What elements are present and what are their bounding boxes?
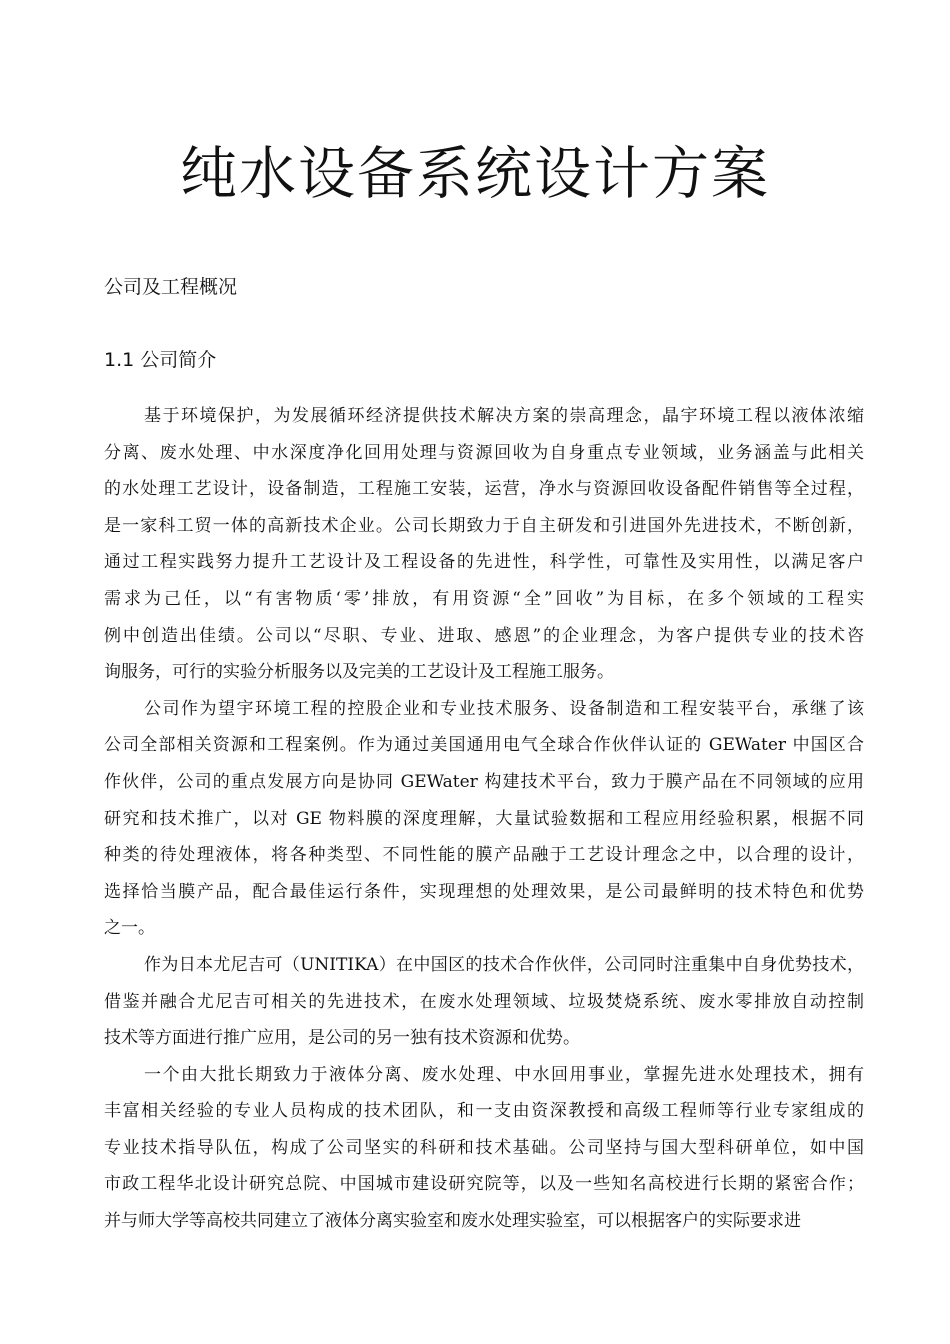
paragraph-line: 丰富相关经验的专业人员构成的技术团队，和一支由资深教授和高级工程师等行业专家组成的: [104, 1101, 864, 1122]
paragraph-line: 通过工程实践努力提升工艺设计及工程设备的先进性，科学性，可靠性及实用性，以满足客户: [104, 552, 864, 573]
paragraph-line: 公司全部相关资源和工程案例。作为通过美国通用电气全球合作伙伴认证的 GEWater 中国区合: [104, 735, 864, 756]
paragraph-line: 之一。: [104, 918, 155, 939]
paragraph: [104, 947, 864, 1057]
paragraph-line: 作为日本尤尼吉可（UNITIKA）在中国区的技术合作伙伴，公司同时注重集中自身优势技术，: [144, 954, 864, 975]
paragraph-line: 基于环境保护，为发展循环经济提供技术解决方案的崇高理念，晶宇环境工程以液体浓缩: [144, 406, 864, 426]
body-text: [104, 398, 864, 1240]
paragraph-line: 研究和技术推广，以对 GE 物料膜的深度理解，大量试验数据和工程应用经验积累，根据不同: [104, 808, 864, 829]
paragraph-line: 专业技术指导队伍，构成了公司坚实的科研和技术基础。公司坚持与国大型科研单位，如中国: [104, 1137, 864, 1158]
paragraph-line: 种类的待处理液体，将各种类型、不同性能的膜产品融于工艺设计理念之中，以合理的设计，: [104, 845, 864, 866]
subsection-heading: 1.1 公司简介: [104, 349, 217, 371]
paragraph-line: 需求为己任，以“有害物质‘零’排放，有用资源“全”回收”为目标，在多个领域的工程实: [104, 588, 864, 609]
document-title: 纯水设备系统设计方案: [180, 141, 770, 207]
paragraph-line: 选择恰当膜产品，配合最佳运行条件，实现理想的处理效果，是公司最鲜明的技术特色和优势: [104, 881, 864, 902]
paragraph-line: 公司作为望宇环境工程的控股企业和专业技术服务、设备制造和工程安装平台，承继了该: [144, 698, 864, 719]
paragraph-line: 借鉴并融合尤尼吉可相关的先进技术，在废水处理领域、垃圾焚烧系统、废水零排放自动控制: [104, 991, 864, 1012]
paragraph: [104, 1057, 864, 1240]
paragraph-line: 一个由大批长期致力于液体分离、废水处理、中水回用事业，掌握先进水处理技术，拥有: [144, 1064, 864, 1085]
paragraph-line: 是一家科工贸一体的高新技术企业。公司长期致力于自主研发和引进国外先进技术，不断创新，: [104, 515, 864, 536]
paragraph-line: 询服务，可行的实验分析服务以及完美的工艺设计及工程施工服务。: [104, 662, 614, 683]
paragraph-line: 作伙伴，公司的重点发展方向是协同 GEWater 构建技术平台，致力于膜产品在不同领域的应用: [104, 771, 864, 792]
section-heading: 公司及工程概况: [104, 276, 238, 298]
paragraph-line: 例中创造出佳绩。公司以“尽职、专业、进取、感恩”的企业理念，为客户提供专业的技术咨: [104, 625, 864, 646]
paragraph-line: 的水处理工艺设计，设备制造，工程施工安装，运营，净水与资源回收设备配件销售等全过程，: [104, 479, 864, 500]
paragraph-line: 技术等方面进行推广应用，是公司的另一独有技术资源和优势。: [104, 1028, 580, 1049]
paragraph-line: 并与师大学等高校共同建立了液体分离实验室和废水处理实验室，可以根据客户的实际要求进: [104, 1211, 801, 1232]
paragraph-line: 分离、废水处理、中水深度净化回用处理与资源回收为自身重点专业领域，业务涵盖与此相关: [104, 442, 864, 463]
paragraph-line: 市政工程华北设计研究总院、中国城市建设研究院等，以及一些知名高校进行长期的紧密合作；: [104, 1174, 864, 1195]
paragraph: [104, 398, 864, 691]
paragraph: [104, 691, 864, 947]
